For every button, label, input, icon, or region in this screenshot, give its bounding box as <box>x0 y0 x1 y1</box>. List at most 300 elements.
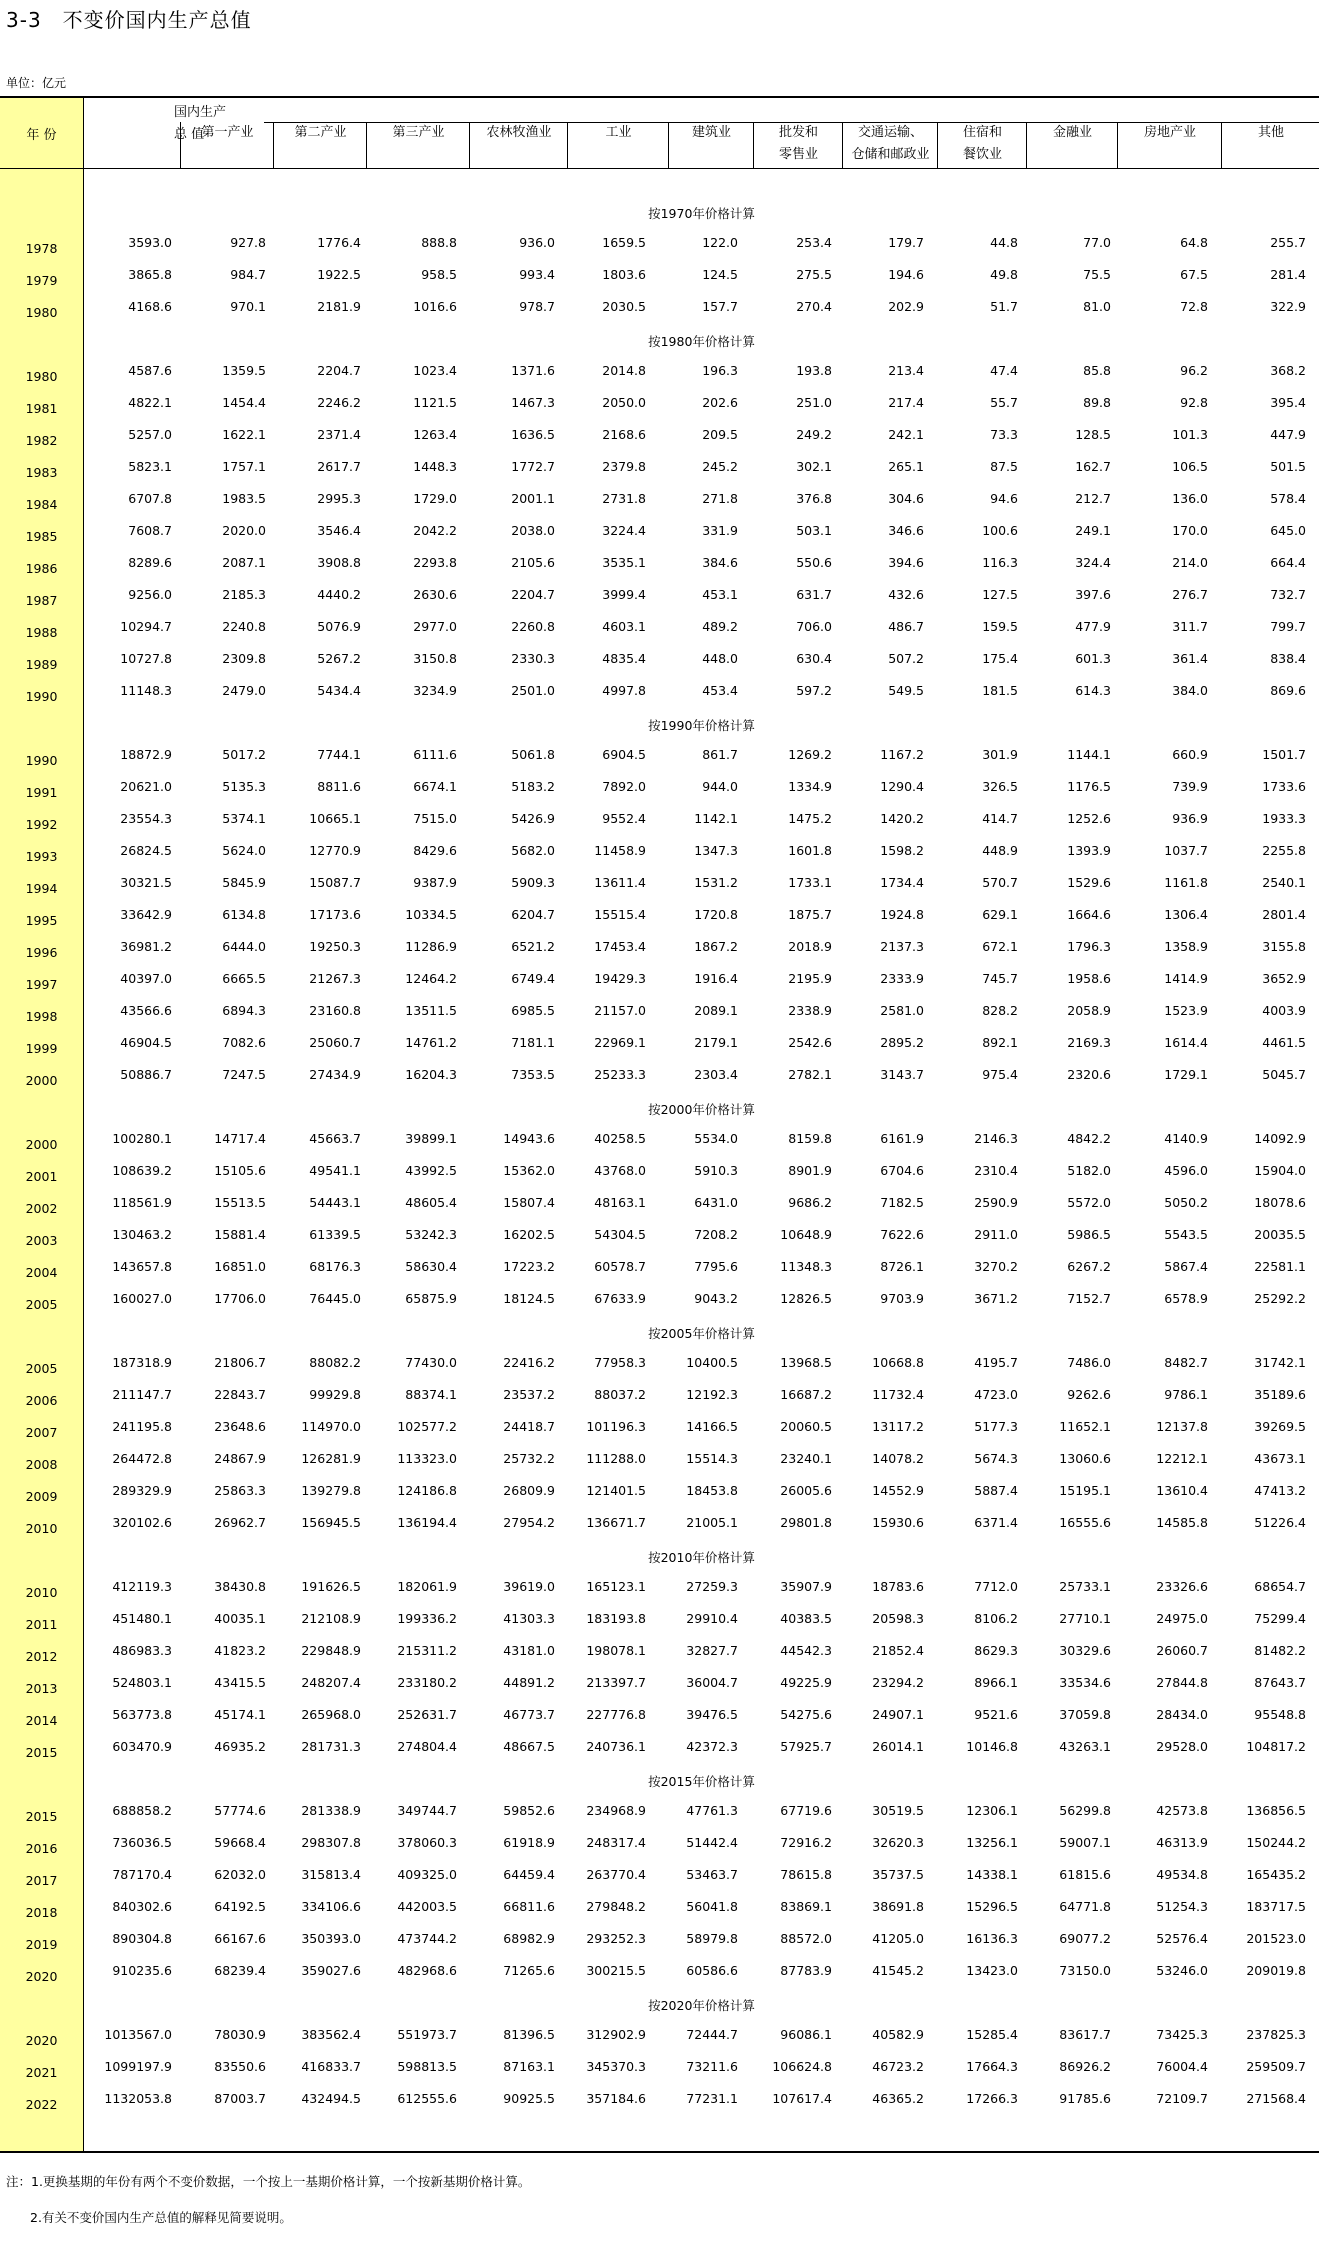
year-cell: 2005 <box>25 1297 58 1312</box>
value-cell: 15087.7 <box>309 875 361 890</box>
value-cell: 2185.3 <box>222 587 266 602</box>
value-cell: 159.5 <box>982 619 1018 634</box>
value-cell: 76445.0 <box>309 1291 361 1306</box>
value-cell: 46935.2 <box>214 1739 266 1754</box>
value-cell: 5986.5 <box>1067 1227 1111 1242</box>
value-cell: 6578.9 <box>1164 1291 1208 1306</box>
value-cell: 126281.9 <box>301 1451 361 1466</box>
value-cell: 196.3 <box>702 363 738 378</box>
value-cell: 7182.5 <box>880 1195 924 1210</box>
value-cell: 9387.9 <box>413 875 457 890</box>
value-cell: 630.4 <box>796 651 832 666</box>
value-cell: 5045.7 <box>1262 1067 1306 1082</box>
year-cell: 2002 <box>25 1201 58 1216</box>
value-cell: 20060.5 <box>780 1419 832 1434</box>
value-cell: 22969.1 <box>594 1035 646 1050</box>
value-cell: 412119.3 <box>112 1579 172 1594</box>
year-cell: 1987 <box>25 593 58 608</box>
column-header: 建筑业 <box>668 122 754 168</box>
value-cell: 631.7 <box>796 587 832 602</box>
value-cell: 47.4 <box>990 363 1018 378</box>
value-cell: 944.0 <box>702 779 738 794</box>
value-cell: 106.5 <box>1172 459 1208 474</box>
value-cell: 21806.7 <box>214 1355 266 1370</box>
value-cell: 122.0 <box>702 235 738 250</box>
table-row <box>0 422 1319 454</box>
year-cell: 1990 <box>25 753 58 768</box>
value-cell: 8482.7 <box>1164 1355 1208 1370</box>
value-cell: 40035.1 <box>214 1611 266 1626</box>
value-cell: 55.7 <box>990 395 1018 410</box>
value-cell: 1252.6 <box>1067 811 1111 826</box>
year-cell: 2007 <box>25 1425 58 1440</box>
section-label: 按2000年价格计算 <box>648 1102 755 1117</box>
value-cell: 432.6 <box>888 587 924 602</box>
value-cell: 26962.7 <box>214 1515 266 1530</box>
value-cell: 101196.3 <box>586 1419 646 1434</box>
value-cell: 83869.1 <box>780 1899 832 1914</box>
value-cell: 1664.6 <box>1067 907 1111 922</box>
footnote-2: 2.有关不变价国内生产总值的解释见简要说明。 <box>30 2210 292 2225</box>
value-cell: 11652.1 <box>1059 1419 1111 1434</box>
value-cell: 1099197.9 <box>104 2059 172 2074</box>
value-cell: 202.9 <box>888 299 924 314</box>
value-cell: 8159.8 <box>788 1131 832 1146</box>
value-cell: 11348.3 <box>780 1259 832 1274</box>
value-cell: 233180.2 <box>397 1675 457 1690</box>
table-row <box>0 1254 1319 1286</box>
value-cell: 2137.3 <box>880 939 924 954</box>
footnote-1: 注：1.更换基期的年份有两个不变价数据，一个按上一基期价格计算，一个按新基期价格计算。 <box>6 2174 531 2189</box>
value-cell: 77.0 <box>1083 235 1111 250</box>
value-cell: 6134.8 <box>222 907 266 922</box>
year-cell: 2010 <box>25 1521 58 1536</box>
value-cell: 15515.4 <box>594 907 646 922</box>
value-cell: 30321.5 <box>120 875 172 890</box>
value-cell: 447.9 <box>1270 427 1306 442</box>
table-row <box>0 806 1319 838</box>
value-cell: 432494.5 <box>301 2091 361 2106</box>
value-cell: 840302.6 <box>112 1899 172 1914</box>
value-cell: 41205.0 <box>872 1931 924 1946</box>
value-cell: 249.2 <box>796 427 832 442</box>
value-cell: 2204.7 <box>317 363 361 378</box>
value-cell: 25292.2 <box>1254 1291 1306 1306</box>
column-header: 房地产业 <box>1117 122 1222 168</box>
column-header: 金融业 <box>1026 122 1118 168</box>
table-row <box>0 1702 1319 1734</box>
value-cell: 59852.6 <box>503 1803 555 1818</box>
value-cell: 1371.6 <box>511 363 555 378</box>
table-row <box>0 1062 1319 1094</box>
value-cell: 507.2 <box>888 651 924 666</box>
value-cell: 1734.4 <box>880 875 924 890</box>
value-cell: 89.8 <box>1083 395 1111 410</box>
value-cell: 7622.6 <box>880 1227 924 1242</box>
table-row <box>0 1478 1319 1510</box>
value-cell: 664.4 <box>1270 555 1306 570</box>
value-cell: 61918.9 <box>503 1835 555 1850</box>
value-cell: 4603.1 <box>602 619 646 634</box>
value-cell: 211147.7 <box>112 1387 172 1402</box>
value-cell: 15513.5 <box>214 1195 266 1210</box>
value-cell: 5845.9 <box>222 875 266 890</box>
value-cell: 6985.5 <box>511 1003 555 1018</box>
value-cell: 31742.1 <box>1254 1355 1306 1370</box>
year-cell: 1981 <box>25 401 58 416</box>
value-cell: 25060.7 <box>309 1035 361 1050</box>
value-cell: 4835.4 <box>602 651 646 666</box>
value-cell: 60586.6 <box>686 1963 738 1978</box>
value-cell: 81396.5 <box>503 2027 555 2042</box>
value-cell: 39619.0 <box>503 1579 555 1594</box>
year-cell: 1983 <box>25 465 58 480</box>
table-row <box>0 678 1319 710</box>
year-cell: 2019 <box>25 1937 58 1952</box>
value-cell: 2179.1 <box>694 1035 738 1050</box>
value-cell: 3535.1 <box>602 555 646 570</box>
table-row <box>0 774 1319 806</box>
value-cell: 7608.7 <box>128 523 172 538</box>
value-cell: 10727.8 <box>120 651 172 666</box>
year-cell: 1994 <box>25 881 58 896</box>
value-cell: 1924.8 <box>880 907 924 922</box>
value-cell: 5543.5 <box>1164 1227 1208 1242</box>
value-cell: 2581.0 <box>880 1003 924 1018</box>
value-cell: 136194.4 <box>397 1515 457 1530</box>
value-cell: 8629.3 <box>974 1643 1018 1658</box>
value-cell: 100.6 <box>982 523 1018 538</box>
value-cell: 27259.3 <box>686 1579 738 1594</box>
year-cell: 2000 <box>25 1137 58 1152</box>
column-header: 农林牧渔业 <box>469 122 568 168</box>
value-cell: 69077.2 <box>1059 1931 1111 1946</box>
value-cell: 17664.3 <box>966 2059 1018 2074</box>
value-cell: 44891.2 <box>503 1675 555 1690</box>
value-cell: 2379.8 <box>602 459 646 474</box>
value-cell: 6371.4 <box>974 1515 1018 1530</box>
value-cell: 2169.3 <box>1067 1035 1111 1050</box>
value-cell: 39476.5 <box>686 1707 738 1722</box>
value-cell: 4723.0 <box>974 1387 1018 1402</box>
column-header: 交通运输、 仓储和邮政业 <box>842 122 938 168</box>
value-cell: 26014.1 <box>872 1739 924 1754</box>
value-cell: 40258.5 <box>594 1131 646 1146</box>
year-cell: 1988 <box>25 625 58 640</box>
value-cell: 64459.4 <box>503 1867 555 1882</box>
value-cell: 311.7 <box>1172 619 1208 634</box>
value-cell: 1448.3 <box>413 459 457 474</box>
value-cell: 57925.7 <box>780 1739 832 1754</box>
value-cell: 194.6 <box>888 267 924 282</box>
table-row <box>0 1414 1319 1446</box>
value-cell: 888.8 <box>421 235 457 250</box>
value-cell: 43673.1 <box>1254 1451 1306 1466</box>
value-cell: 5534.0 <box>694 1131 738 1146</box>
value-cell: 48163.1 <box>594 1195 646 1210</box>
value-cell: 861.7 <box>702 747 738 762</box>
year-cell: 1978 <box>25 241 58 256</box>
value-cell: 9786.1 <box>1164 1387 1208 1402</box>
value-cell: 368.2 <box>1270 363 1306 378</box>
table-row <box>0 390 1319 422</box>
value-cell: 107617.4 <box>772 2091 832 2106</box>
value-cell: 6161.9 <box>880 1131 924 1146</box>
value-cell: 395.4 <box>1270 395 1306 410</box>
value-cell: 182061.9 <box>397 1579 457 1594</box>
value-cell: 1983.5 <box>222 491 266 506</box>
value-cell: 33642.9 <box>120 907 172 922</box>
column-header: 工业 <box>567 122 669 168</box>
value-cell: 7712.0 <box>974 1579 1018 1594</box>
value-cell: 136.0 <box>1172 491 1208 506</box>
value-cell: 7486.0 <box>1067 1355 1111 1370</box>
value-cell: 130463.2 <box>112 1227 172 1242</box>
value-cell: 5177.3 <box>974 1419 1018 1434</box>
value-cell: 14761.2 <box>405 1035 457 1050</box>
value-cell: 183193.8 <box>586 1611 646 1626</box>
value-cell: 160027.0 <box>112 1291 172 1306</box>
value-cell: 312902.9 <box>586 2027 646 2042</box>
value-cell: 116.3 <box>982 555 1018 570</box>
value-cell: 88037.2 <box>594 1387 646 1402</box>
value-cell: 181.5 <box>982 683 1018 698</box>
value-cell: 25233.3 <box>594 1067 646 1082</box>
value-cell: 1037.7 <box>1164 843 1208 858</box>
value-cell: 2479.0 <box>222 683 266 698</box>
value-cell: 47761.3 <box>686 1803 738 1818</box>
value-cell: 87163.1 <box>503 2059 555 2074</box>
value-cell: 33534.6 <box>1059 1675 1111 1690</box>
value-cell: 1290.4 <box>880 779 924 794</box>
value-cell: 213.4 <box>888 363 924 378</box>
value-cell: 5887.4 <box>974 1483 1018 1498</box>
value-cell: 14338.1 <box>966 1867 1018 1882</box>
value-cell: 289329.9 <box>112 1483 172 1498</box>
year-cell: 2011 <box>25 1617 58 1632</box>
value-cell: 46723.2 <box>872 2059 924 2074</box>
value-cell: 217.4 <box>888 395 924 410</box>
value-cell: 248317.4 <box>586 1835 646 1850</box>
value-cell: 2050.0 <box>602 395 646 410</box>
value-cell: 45663.7 <box>309 1131 361 1146</box>
value-cell: 2617.7 <box>317 459 361 474</box>
value-cell: 5135.3 <box>222 779 266 794</box>
value-cell: 578.4 <box>1270 491 1306 506</box>
value-cell: 1729.1 <box>1164 1067 1208 1082</box>
value-cell: 118561.9 <box>112 1195 172 1210</box>
value-cell: 68176.3 <box>309 1259 361 1274</box>
value-cell: 975.4 <box>982 1067 1018 1082</box>
value-cell: 5182.0 <box>1067 1163 1111 1178</box>
value-cell: 551973.7 <box>397 2027 457 2042</box>
value-cell: 984.7 <box>230 267 266 282</box>
value-cell: 936.9 <box>1172 811 1208 826</box>
value-cell: 2255.8 <box>1262 843 1306 858</box>
value-cell: 7353.5 <box>511 1067 555 1082</box>
value-cell: 5674.3 <box>974 1451 1018 1466</box>
value-cell: 83550.6 <box>214 2059 266 2074</box>
value-cell: 357184.6 <box>586 2091 646 2106</box>
value-cell: 601.3 <box>1075 651 1111 666</box>
year-cell: 2015 <box>25 1809 58 1824</box>
value-cell: 24907.1 <box>872 1707 924 1722</box>
value-cell: 397.6 <box>1075 587 1111 602</box>
value-cell: 2333.9 <box>880 971 924 986</box>
value-cell: 14585.8 <box>1156 1515 1208 1530</box>
year-cell: 2020 <box>25 1969 58 1984</box>
value-cell: 1614.4 <box>1164 1035 1208 1050</box>
value-cell: 7515.0 <box>413 811 457 826</box>
value-cell: 1776.4 <box>317 235 361 250</box>
value-cell: 4168.6 <box>128 299 172 314</box>
table-row <box>0 1670 1319 1702</box>
value-cell: 114970.0 <box>301 1419 361 1434</box>
value-cell: 43992.5 <box>405 1163 457 1178</box>
value-cell: 2042.2 <box>413 523 457 538</box>
value-cell: 259509.7 <box>1246 2059 1306 2074</box>
value-cell: 1016.6 <box>413 299 457 314</box>
value-cell: 672.1 <box>982 939 1018 954</box>
value-cell: 139279.8 <box>301 1483 361 1498</box>
value-cell: 179.7 <box>888 235 924 250</box>
value-cell: 645.0 <box>1270 523 1306 538</box>
value-cell: 1132053.8 <box>104 2091 172 2106</box>
value-cell: 136856.5 <box>1246 1803 1306 1818</box>
value-cell: 50886.7 <box>120 1067 172 1082</box>
value-cell: 187318.9 <box>112 1355 172 1370</box>
value-cell: 6707.8 <box>128 491 172 506</box>
value-cell: 1347.3 <box>694 843 738 858</box>
value-cell: 64192.5 <box>214 1899 266 1914</box>
value-cell: 72109.7 <box>1156 2091 1208 2106</box>
value-cell: 68982.9 <box>503 1931 555 1946</box>
value-cell: 240736.1 <box>586 1739 646 1754</box>
table-row <box>0 870 1319 902</box>
value-cell: 13256.1 <box>966 1835 1018 1850</box>
value-cell: 113323.0 <box>397 1451 457 1466</box>
value-cell: 1916.4 <box>694 971 738 986</box>
value-cell: 9686.2 <box>788 1195 832 1210</box>
year-cell: 2010 <box>25 1585 58 1600</box>
value-cell: 42573.8 <box>1156 1803 1208 1818</box>
value-cell: 29910.4 <box>686 1611 738 1626</box>
value-cell: 12212.1 <box>1156 1451 1208 1466</box>
value-cell: 281731.3 <box>301 1739 361 1754</box>
value-cell: 53463.7 <box>686 1867 738 1882</box>
value-cell: 745.7 <box>982 971 1018 986</box>
value-cell: 23554.3 <box>120 811 172 826</box>
value-cell: 72916.2 <box>780 1835 832 1850</box>
value-cell: 4461.5 <box>1262 1035 1306 1050</box>
value-cell: 1142.1 <box>694 811 738 826</box>
value-cell: 27954.2 <box>503 1515 555 1530</box>
value-cell: 24975.0 <box>1156 1611 1208 1626</box>
value-cell: 60578.7 <box>594 1259 646 1274</box>
value-cell: 8429.6 <box>413 843 457 858</box>
value-cell: 12137.8 <box>1156 1419 1208 1434</box>
year-cell: 1989 <box>25 657 58 672</box>
value-cell: 213397.7 <box>586 1675 646 1690</box>
value-cell: 2995.3 <box>317 491 361 506</box>
value-cell: 16202.5 <box>503 1227 555 1242</box>
value-cell: 2630.6 <box>413 587 457 602</box>
value-cell: 5076.9 <box>317 619 361 634</box>
value-cell: 198078.1 <box>586 1643 646 1658</box>
value-cell: 81.0 <box>1083 299 1111 314</box>
value-cell: 23537.2 <box>503 1387 555 1402</box>
value-cell: 94.6 <box>990 491 1018 506</box>
value-cell: 1167.2 <box>880 747 924 762</box>
value-cell: 376.8 <box>796 491 832 506</box>
value-cell: 416833.7 <box>301 2059 361 2074</box>
table-row <box>0 1926 1319 1958</box>
value-cell: 2371.4 <box>317 427 361 442</box>
value-cell: 75.5 <box>1083 267 1111 282</box>
value-cell: 72444.7 <box>686 2027 738 2042</box>
section-label: 按2010年价格计算 <box>648 1550 755 1565</box>
value-cell: 14166.5 <box>686 1419 738 1434</box>
value-cell: 927.8 <box>230 235 266 250</box>
year-cell: 2012 <box>25 1649 58 1664</box>
value-cell: 890304.8 <box>112 1931 172 1946</box>
value-cell: 73425.3 <box>1156 2027 1208 2042</box>
value-cell: 978.7 <box>519 299 555 314</box>
table-row <box>0 1734 1319 1766</box>
year-cell: 2001 <box>25 1169 58 1184</box>
value-cell: 26005.6 <box>780 1483 832 1498</box>
value-cell: 8289.6 <box>128 555 172 570</box>
value-cell: 78030.9 <box>214 2027 266 2042</box>
value-cell: 57774.6 <box>214 1803 266 1818</box>
value-cell: 73211.6 <box>686 2059 738 2074</box>
value-cell: 1359.5 <box>222 363 266 378</box>
value-cell: 5257.0 <box>128 427 172 442</box>
table-row <box>0 262 1319 294</box>
section-label: 按1970年价格计算 <box>648 206 755 221</box>
year-cell: 2015 <box>25 1745 58 1760</box>
value-cell: 486983.3 <box>112 1643 172 1658</box>
value-cell: 29528.0 <box>1156 1739 1208 1754</box>
value-cell: 3671.2 <box>974 1291 1018 1306</box>
column-header: 第三产业 <box>366 122 470 168</box>
value-cell: 910235.6 <box>112 1963 172 1978</box>
value-cell: 3652.9 <box>1262 971 1306 986</box>
value-cell: 2058.9 <box>1067 1003 1111 1018</box>
table-row <box>0 966 1319 998</box>
year-cell: 2005 <box>25 1361 58 1376</box>
year-cell: 2021 <box>25 2065 58 2080</box>
value-cell: 334106.6 <box>301 1899 361 1914</box>
value-cell: 10334.5 <box>405 907 457 922</box>
value-cell: 5061.8 <box>511 747 555 762</box>
value-cell: 345370.3 <box>586 2059 646 2074</box>
column-header: 其他 <box>1221 122 1319 168</box>
table-row <box>0 614 1319 646</box>
value-cell: 30329.6 <box>1059 1643 1111 1658</box>
value-cell: 271.8 <box>702 491 738 506</box>
value-cell: 17173.6 <box>309 907 361 922</box>
value-cell: 1501.7 <box>1262 747 1306 762</box>
value-cell: 9521.6 <box>974 1707 1018 1722</box>
value-cell: 21157.0 <box>594 1003 646 1018</box>
section-label: 按1990年价格计算 <box>648 718 755 733</box>
table-row <box>0 1894 1319 1926</box>
section-label: 按2015年价格计算 <box>648 1774 755 1789</box>
value-cell: 384.0 <box>1172 683 1208 698</box>
value-cell: 2501.0 <box>511 683 555 698</box>
table-row <box>0 2022 1319 2054</box>
